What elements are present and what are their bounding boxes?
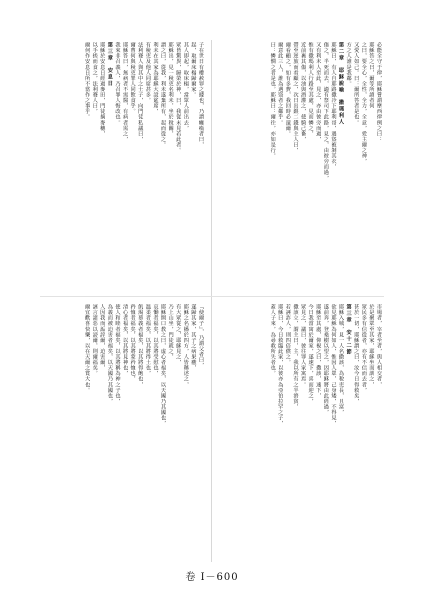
text-column: 耶穌曰，有人自耶路撒冷下耶利哥，遇盜被剝其衣， <box>330 42 337 170</box>
text-column: 甚於一切，耶穌謂之曰，汝今日得救矣， <box>353 304 360 404</box>
text-column: 帶至逆旅而看顧之，次日出銀二錢與主人曰， <box>292 42 299 153</box>
text-column: 耶穌開口教之曰，虛心者福矣，以天國乃其國也， <box>160 304 167 427</box>
text-column: 耶穌之名播於四方，人皆稱述之， <box>182 304 189 388</box>
text-panel-bottom-right <box>218 304 382 552</box>
text-column: 耶穌答曰，無病者不需醫，有病者需之， <box>122 42 129 142</box>
text-column: 眾皆驚異，歸榮於神，曰，我從未見若此者。 <box>175 42 182 153</box>
text-column: 近前裹其傷，以油與酒灌之，使騎己畜， <box>300 42 307 142</box>
text-column: 爾何作安息日所不當作之事乎。 <box>84 42 91 120</box>
text-panel-bottom-left <box>42 304 204 552</box>
section-heading: 第三章 安十二節 <box>345 304 352 356</box>
text-column: 子在世日有權赦罪之據也，乃謂癱瘓者曰， <box>198 42 204 148</box>
text-column: 耶穌至其處，仰視之曰，撒該，速下， <box>315 304 322 399</box>
text-column: 法利賽人與其中之士子，向門徒私議曰， <box>137 42 144 142</box>
text-panel-top-left <box>42 42 204 282</box>
text-column: 有稅吏及他人同席甚多。 <box>144 42 151 104</box>
text-column: 哀慟者福矣，以其將受慰也， <box>152 304 159 377</box>
text-column: 眾民多有信從者，亦有不信而去者， <box>360 304 367 393</box>
text-column: 方之人誰是我鄰。 <box>345 42 352 87</box>
text-column: 於是聚眾至其家，耶穌坐而訓之， <box>368 304 375 388</box>
text-column: 又愛人如己。曰：爾所答者是也。 <box>353 42 360 126</box>
text-column: 為義而被迫害者福矣，以天國乃其國也， <box>106 304 113 404</box>
text-column: 爾看顧之，如有多費，我回時必還爾。 <box>284 42 291 137</box>
text-column: 遂前奔，登桑樹以望之，因耶穌將由此經過， <box>322 304 329 415</box>
text-column: 蓋人子來，為尋救所失者也。 <box>269 304 276 377</box>
section-heading: 第二章 耶穌說喻 撒瑪利人 <box>338 42 345 126</box>
text-column: 撒該立，謂主曰，主，我以所有之半濟貧， <box>292 304 299 410</box>
text-column: 若誣詐人，則四倍償之。 <box>284 304 291 366</box>
text-column: 溫柔者福矣，以其將得土也， <box>144 304 151 377</box>
text-column: 誣言諸惡以謗爾，則爾福矣。 <box>91 304 98 377</box>
text-column: 我來非召義人，乃召罪人悔改也。 <box>114 42 121 126</box>
text-column: 耶穌入城，見一人名撒該，為稅吏長，且富， <box>338 304 345 415</box>
text-column: 『使爾子』，乃謂父者曰， <box>198 304 204 368</box>
text-column: 謂之曰，從我，利未遂棄所有，起而從之。 <box>160 42 167 148</box>
text-column: 今日我當寓於爾家，遂速下，喜而迎之， <box>307 304 314 404</box>
text-column: 爾意此三人，誰為遇盜者之鄰乎。 <box>277 42 284 126</box>
text-column: 必能全守于律，耶穌嘗謂摩西律例之曰： <box>376 42 382 142</box>
text-column: 惟有撒瑪利人行路至其處，見而憐之， <box>307 42 314 137</box>
horizontal-gutter <box>40 296 384 297</box>
text-column: 飢渴慕義者福矣，以其將得飽也， <box>137 304 144 388</box>
text-column: 之曰，要全心，全性，全力，全意，愛主爾之神， <box>360 42 367 165</box>
text-column: 傷之，半死而去，適有祭司下此路，見之，由彼旁而過， <box>322 42 329 181</box>
center-gutter <box>211 40 212 562</box>
section-heading: 第三章 安息日 <box>106 42 113 87</box>
text-panel-top-right <box>218 42 382 292</box>
text-column: 清心者福矣，以其將見神也， <box>122 304 129 377</box>
text-column: 耶穌於安息日經過麥田，門徒摘麥穗， <box>99 42 106 137</box>
text-column: 以手搓而食之，法利賽人曰， <box>91 42 98 115</box>
text-column: 曰：憐憫之者是也。耶穌曰：爾往，亦如是行。 <box>269 42 276 159</box>
text-column: 又有利未人至此，見之，亦由彼旁而過， <box>315 42 322 142</box>
text-column: 人因我而詬誶爾，迫害爾， <box>99 304 106 371</box>
text-column: 有大眾從之，耶穌見之， <box>175 304 182 366</box>
text-column: 矜恤者福矣，以其將蒙矜恤也， <box>129 304 136 382</box>
text-column: 爾曹何與稅吏罪人同飲食乎。 <box>129 42 136 115</box>
text-column: 起，取爾床榻歸爾家。 <box>190 42 197 98</box>
page-number: 卷 I－600 <box>185 572 239 583</box>
text-column: 乃上山坐，門徒就之， <box>167 304 174 360</box>
text-column: 使人和睦者福矣，以其將稱為神之子也， <box>114 304 121 404</box>
text-column: 遂歸其家，其子之病果癒， <box>190 304 197 371</box>
text-column: 耶穌曰，今日救臨此家，以彼亦為亞伯拉罕之子， <box>277 304 284 427</box>
text-column: 其人即起，取床榻，當眾人前出去， <box>182 42 189 131</box>
text-column: 耶穌答之曰，爾等所讀者何 <box>368 42 375 109</box>
text-column: 爾宜歡喜快樂，以在天爾之賞大也。 <box>84 304 91 393</box>
text-column: 耶穌出，見一稅吏名利未，坐於稅關， <box>167 42 174 137</box>
text-column: 欲見耶穌為何如人，惟因人眾，己身矮，不得見， <box>330 304 337 427</box>
text-column: 眾見之，議曰，彼往罪人家寓焉。 <box>300 304 307 388</box>
text-column: 利未在其家為耶穌大設筵席， <box>152 42 159 115</box>
text-column: 市場者，宰者至者，與人相交者， <box>376 304 382 388</box>
